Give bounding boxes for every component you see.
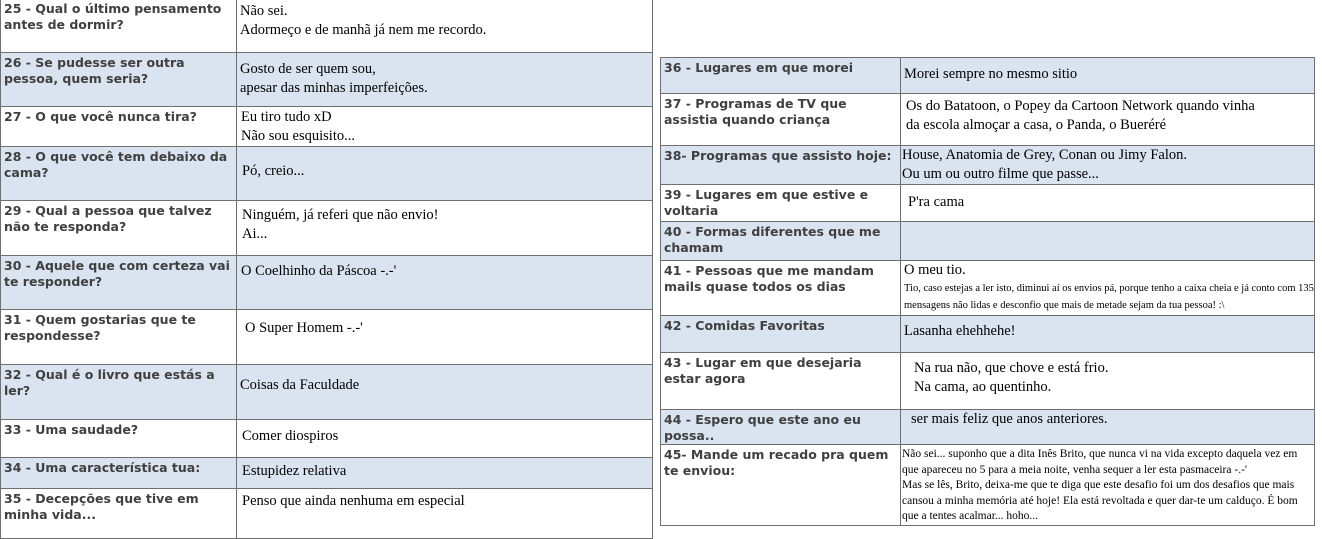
table-row — [661, 316, 1315, 353]
question-cell: 25 - Qual o último pensamento antes de dormir? — [1, 0, 237, 53]
answer-cell — [237, 53, 653, 107]
question-cell: 36 - Lugares em que morei — [661, 58, 901, 94]
question-cell: 37 - Programas de TV que assistia quando criança — [661, 94, 901, 146]
question-cell: 32 - Qual é o livro que estás a ler? — [1, 365, 237, 420]
answer-cell — [237, 365, 653, 420]
answer-line: Estupidez relativa — [242, 463, 347, 479]
question-cell: 45- Mande um recado pra quem te enviou: — [661, 445, 901, 526]
table-row — [1, 489, 653, 539]
table-row — [1, 107, 653, 147]
answer-line: O meu tio. — [904, 262, 966, 278]
table-row — [1, 53, 653, 107]
answer-note-continued: Mas se lês, Brito, deixa-me que te diga que este desafio foi um dos desafios que mais cansou a minha memória até hoje! Ela está revoltada e quer dar-te um calduço. É bom que a tentes acalmar... hoho... — [902, 479, 1298, 522]
answer-cell — [901, 353, 1315, 410]
question-cell: 40 - Formas diferentes que me chamam — [661, 222, 901, 261]
table-row — [1, 420, 653, 458]
table-row — [661, 353, 1315, 410]
answer-note: Não sei... suponho que a dita Inês Brito, que nunca vi na vida excepto daquela vez em que apareceu no 5 para a meia noite, venha sequer a ler esta pasmaceira -.-' — [902, 448, 1298, 476]
answer-line: Eu tiro tudo xD — [241, 109, 332, 125]
answer-cell — [901, 445, 1315, 526]
questions-table-left — [0, 0, 653, 539]
question-cell: 29 - Qual a pessoa que talvez não te responda? — [1, 201, 237, 256]
answer-line: Pó, creio... — [242, 163, 305, 179]
answer-cell — [237, 0, 653, 53]
answer-line: Adormeço e de manhã já nem me recordo. — [240, 22, 487, 38]
answer-cell — [237, 107, 653, 147]
answer-line: Coisas da Faculdade — [240, 377, 360, 393]
answer-line: Ou um ou outro filme que passe... — [902, 166, 1099, 182]
answer-cell — [901, 146, 1315, 185]
question-cell: 33 - Uma saudade? — [1, 420, 237, 458]
answer-cell — [237, 458, 653, 489]
table-row — [1, 0, 653, 53]
answer-cell — [237, 256, 653, 310]
answer-cell — [901, 185, 1315, 222]
table-row — [1, 365, 653, 420]
question-cell: 30 - Aquele que com certeza vai te responder? — [1, 256, 237, 310]
answer-line: House, Anatomia de Grey, Conan ou Jimy Falon. — [902, 147, 1187, 163]
question-cell: 38- Programas que assisto hoje: — [661, 146, 901, 185]
answer-line: Morei sempre no mesmo sitio — [904, 66, 1078, 82]
question-cell: 26 - Se pudesse ser outra pessoa, quem seria? — [1, 53, 237, 107]
answer-cell — [901, 261, 1315, 316]
question-cell: 31 - Quem gostarias que te respondesse? — [1, 310, 237, 365]
table-row — [1, 147, 653, 201]
answer-cell — [237, 310, 653, 365]
answer-cell — [237, 201, 653, 256]
answer-line: Gosto de ser quem sou, — [240, 61, 376, 77]
answer-line: Na cama, ao quentinho. — [914, 379, 1052, 395]
answer-cell — [901, 410, 1315, 445]
answer-line: Lasanha ehehhehe! — [904, 323, 1016, 339]
answer-line: da escola almoçar a casa, o Panda, o Bueréré — [906, 117, 1167, 133]
answer-line: Na rua não, que chove e está frio. — [914, 360, 1109, 376]
answer-line: apesar das minhas imperfeições. — [240, 80, 428, 96]
question-cell: 35 - Decepções que tive em minha vida... — [1, 489, 237, 539]
table-row — [1, 310, 653, 365]
question-cell: 34 - Uma característica tua: — [1, 458, 237, 489]
table-row — [661, 445, 1315, 526]
table-row — [661, 222, 1315, 261]
answer-cell — [237, 420, 653, 458]
answer-cell — [901, 316, 1315, 353]
table-row — [1, 458, 653, 489]
table-row — [661, 146, 1315, 185]
table-row — [1, 201, 653, 256]
question-cell: 39 - Lugares em que estive e voltaria — [661, 185, 901, 222]
question-cell: 43 - Lugar em que desejaria estar agora — [661, 353, 901, 410]
answer-line: Ai... — [242, 226, 268, 242]
table-row — [661, 185, 1315, 222]
answer-cell — [901, 222, 1315, 261]
question-cell: 27 - O que você nunca tira? — [1, 107, 237, 147]
question-cell: 41 - Pessoas que me mandam mails quase todos os dias — [661, 261, 901, 316]
answer-line: ser mais feliz que anos anteriores. — [911, 411, 1108, 427]
answer-cell — [237, 489, 653, 539]
table-row — [661, 410, 1315, 445]
answer-cell — [237, 147, 653, 201]
answer-line: Não sou esquisito... — [241, 128, 355, 144]
answer-cell — [901, 94, 1315, 146]
answer-cell — [901, 58, 1315, 94]
question-cell: 28 - O que você tem debaixo da cama? — [1, 147, 237, 201]
answer-line: P'ra cama — [908, 194, 965, 210]
table-row — [661, 94, 1315, 146]
answer-line: Comer diospiros — [242, 428, 339, 444]
table-row — [661, 261, 1315, 316]
answer-line: Ninguém, já referi que não envio! — [242, 207, 439, 223]
table-row — [661, 58, 1315, 94]
answer-note: Tio, caso estejas a ler isto, diminui aí os envios pá, porque tenho a caixa cheia e já conto com 135 mensagens não lidas e desconfio que mais de metade sejam da tua pessoa! :\ — [904, 283, 1314, 311]
answer-line: Penso que ainda nenhuma em especial — [242, 493, 465, 509]
question-cell: 44 - Espero que este ano eu possa.. — [661, 410, 901, 445]
question-cell: 42 - Comidas Favoritas — [661, 316, 901, 353]
answer-line: O Super Homem -.-' — [245, 320, 363, 336]
answer-line: Não sei. — [240, 3, 288, 19]
questions-table-right — [660, 57, 1315, 526]
table-row — [1, 256, 653, 310]
answer-line: O Coelhinho da Páscoa -.-' — [241, 263, 397, 279]
answer-line: Os do Batatoon, o Popey da Cartoon Network quando vinha — [906, 98, 1255, 114]
